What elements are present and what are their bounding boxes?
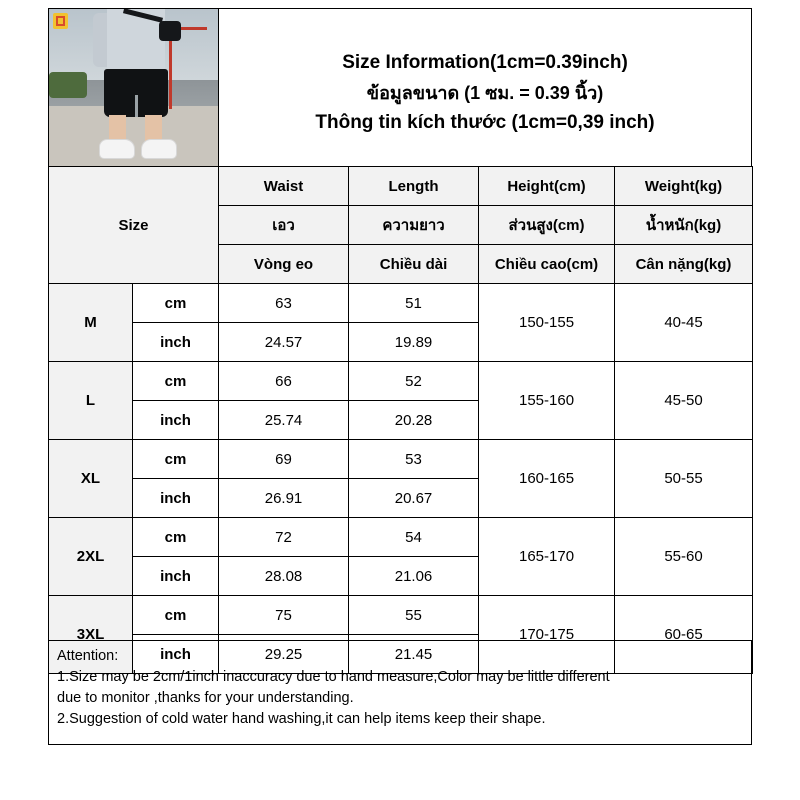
unit-inch-2xl: inch [133,557,219,596]
length-cm-m: 51 [349,284,479,323]
unit-cm-2xl: cm [133,518,219,557]
height-m: 150-155 [479,284,615,362]
header-weight-en: Weight(kg) [615,167,753,206]
length-inch-xl: 20.67 [349,479,479,518]
header-length-en: Length [349,167,479,206]
waist-inch-2xl: 28.08 [219,557,349,596]
length-cm-3xl: 55 [349,596,479,635]
weight-2xl: 55-60 [615,518,753,596]
size-label-xl: XL [49,440,133,518]
header-length-th: ความยาว [349,206,479,245]
watermark-logo-icon [53,13,68,29]
waist-cm-l: 66 [219,362,349,401]
weight-xl: 50-55 [615,440,753,518]
length-inch-2xl: 21.06 [349,557,479,596]
size-label-3xl: 3XL [49,596,133,674]
header-height-en: Height(cm) [479,167,615,206]
height-3xl: 170-175 [479,596,615,674]
waist-cm-2xl: 72 [219,518,349,557]
table-row [49,284,753,323]
unit-cm-m: cm [133,284,219,323]
header-height-vi: Chiều cao(cm) [479,245,615,284]
unit-cm-3xl: cm [133,596,219,635]
title-vietnamese: Thông tin kích thước (1cm=0,39 inch) [315,111,655,133]
table-row [49,596,753,635]
length-inch-l: 20.28 [349,401,479,440]
waist-cm-m: 63 [219,284,349,323]
unit-inch-l: inch [133,401,219,440]
header-length-vi: Chiều dài [349,245,479,284]
table-header-row-en [49,167,753,206]
photo-foliage [49,72,87,98]
header-waist-vi: Vòng eo [219,245,349,284]
attention-block [48,640,752,745]
photo-railing-post [169,39,172,109]
waist-cm-xl: 69 [219,440,349,479]
weight-l: 45-50 [615,362,753,440]
waist-inch-3xl: 29.25 [219,635,349,674]
unit-cm-l: cm [133,362,219,401]
unit-inch-3xl: inch [133,635,219,674]
table-row [49,518,753,557]
header-weight-vi: Cân nặng(kg) [615,245,753,284]
attention-heading: Attention: [57,648,119,664]
waist-cm-3xl: 75 [219,596,349,635]
title-thai: ข้อมูลขนาด (1 ซม. = 0.39 นิ้ว) [366,82,604,103]
header-weight-th: น้ำหนัก(kg) [615,206,753,245]
header-height-th: ส่วนสูง(cm) [479,206,615,245]
header-waist-en: Waist [219,167,349,206]
weight-3xl: 60-65 [615,596,753,674]
photo-right-shoe [141,139,177,159]
waist-inch-m: 24.57 [219,323,349,362]
length-cm-2xl: 54 [349,518,479,557]
photo-shorts-split [135,95,138,117]
title-english: Size Information(1cm=0.39inch) [342,51,628,73]
height-2xl: 165-170 [479,518,615,596]
height-l: 155-160 [479,362,615,440]
waist-inch-l: 25.74 [219,401,349,440]
length-cm-xl: 53 [349,440,479,479]
waist-inch-xl: 26.91 [219,479,349,518]
weight-m: 40-45 [615,284,753,362]
length-inch-m: 19.89 [349,323,479,362]
header-waist-th: เอว [219,206,349,245]
attention-line-1: 1.Size may be 2cm/1inch inaccuracy due to hand measure,Color may be little different [57,669,610,685]
size-label-l: L [49,362,133,440]
title-block [219,9,751,166]
size-table [48,166,753,674]
header-row [48,8,752,166]
photo-left-shoe [99,139,135,159]
unit-inch-xl: inch [133,479,219,518]
unit-inch-m: inch [133,323,219,362]
size-label-m: M [49,284,133,362]
unit-cm-xl: cm [133,440,219,479]
length-inch-3xl: 21.45 [349,635,479,674]
size-label-2xl: 2XL [49,518,133,596]
table-row [49,362,753,401]
product-photo [49,9,219,166]
height-xl: 160-165 [479,440,615,518]
attention-line-3: 2.Suggestion of cold water hand washing,it can help items keep their shape. [57,711,546,727]
attention-line-2: due to monitor ,thanks for your understanding. [57,690,354,706]
photo-bag [159,21,181,41]
length-cm-l: 52 [349,362,479,401]
header-size: Size [49,167,219,284]
table-row [49,440,753,479]
